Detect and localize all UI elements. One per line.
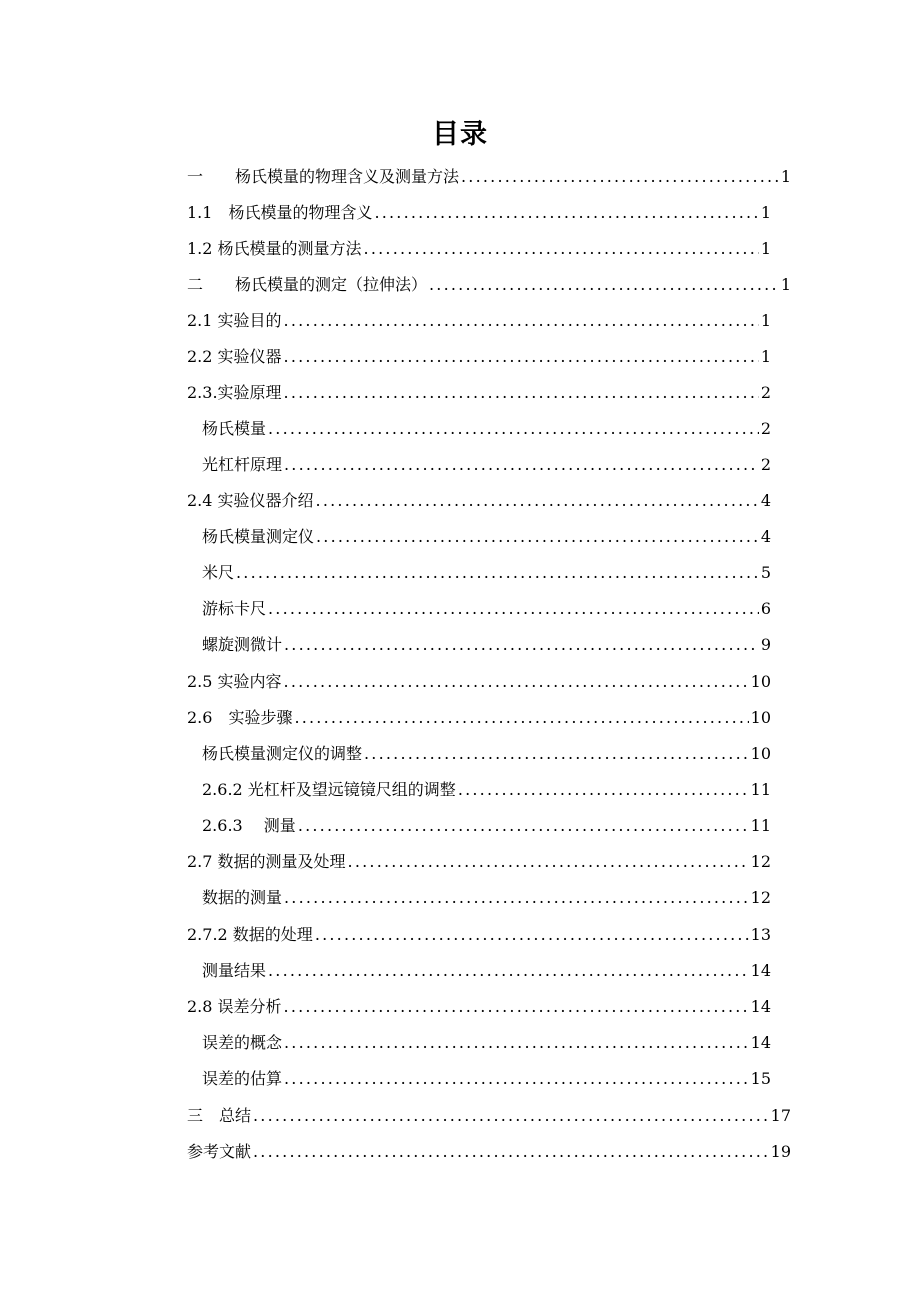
toc-entry[interactable] — [202, 1028, 771, 1058]
toc-entry-page-number: 1 — [760, 239, 771, 258]
dot-leader — [316, 522, 759, 552]
toc-title: 目录 — [432, 119, 488, 150]
dot-leader — [364, 739, 749, 769]
toc-entry[interactable] — [187, 306, 771, 336]
dot-leader — [236, 558, 759, 588]
dot-leader — [298, 811, 749, 841]
toc-entry[interactable] — [202, 811, 771, 841]
toc-entry-page-number: 14 — [750, 961, 771, 980]
toc-entry-label: 杨氏模量 — [202, 419, 267, 438]
dot-leader — [348, 847, 749, 877]
toc-entry-page-number: 10 — [750, 708, 771, 727]
dot-leader — [429, 270, 779, 300]
toc-entry[interactable] — [187, 703, 771, 733]
toc-entry-label: 2.2 实验仪器 — [187, 347, 282, 366]
toc-entry[interactable] — [202, 956, 771, 986]
toc-entry[interactable] — [202, 883, 771, 913]
dot-leader — [284, 667, 749, 697]
toc-entry-page-number: 9 — [760, 635, 771, 654]
toc-entry-page-number: 14 — [750, 997, 771, 1016]
toc-entry-label: 2.6 实验步骤 — [187, 708, 293, 727]
toc-entry-label: 二 杨氏模量的测定（拉伸法） — [187, 275, 428, 294]
dot-leader — [315, 920, 749, 950]
toc-entry-label: 2.5 实验内容 — [187, 672, 282, 691]
dot-leader — [268, 956, 749, 986]
dot-leader — [284, 992, 749, 1022]
toc-entry-page-number: 4 — [760, 491, 771, 510]
toc-entry[interactable] — [187, 342, 771, 372]
dot-leader — [253, 1137, 769, 1167]
dot-leader — [374, 198, 758, 228]
toc-entry[interactable] — [187, 992, 771, 1022]
toc-entry[interactable] — [202, 594, 771, 624]
toc-entry-page-number: 11 — [750, 780, 771, 799]
toc-entry-page-number: 19 — [770, 1142, 791, 1161]
toc-entry-label: 2.7.2 数据的处理 — [187, 925, 313, 944]
toc-entry-page-number: 1 — [780, 167, 791, 186]
dot-leader — [284, 378, 759, 408]
toc-entry[interactable] — [202, 522, 771, 552]
toc-entry[interactable] — [202, 630, 771, 660]
toc-entry-page-number: 13 — [750, 925, 771, 944]
toc-entry-page-number: 14 — [750, 1033, 771, 1052]
toc-entry-page-number: 4 — [760, 527, 771, 546]
toc-entry-page-number: 1 — [780, 275, 791, 294]
toc-entry[interactable] — [187, 234, 771, 264]
toc-entry[interactable] — [187, 920, 771, 950]
dot-leader — [284, 306, 759, 336]
toc-entry-page-number: 2 — [760, 419, 771, 438]
dot-leader — [364, 234, 759, 264]
toc-entry[interactable] — [202, 558, 771, 588]
toc-entry-label: 误差的概念 — [202, 1033, 283, 1052]
toc-entry[interactable] — [187, 162, 791, 192]
toc-entry[interactable] — [202, 775, 771, 805]
toc-entry-label: 数据的测量 — [202, 888, 283, 907]
toc-entry-label: 2.1 实验目的 — [187, 311, 282, 330]
toc-entry-page-number: 10 — [750, 744, 771, 763]
dot-leader — [461, 162, 779, 192]
toc-entry-label: 杨氏模量测定仪 — [202, 527, 315, 546]
toc-entry-page-number: 10 — [750, 672, 771, 691]
toc-entry-page-number: 1 — [760, 311, 771, 330]
toc-entry-label: 测量结果 — [202, 961, 267, 980]
toc-entry[interactable] — [187, 486, 771, 516]
toc-entry-label: 2.6.3 测量 — [202, 816, 296, 835]
dot-leader — [284, 450, 759, 480]
toc-entry-label: 光杠杆原理 — [202, 455, 283, 474]
toc-entry-page-number: 12 — [750, 888, 771, 907]
dot-leader — [316, 486, 759, 516]
toc-entry-page-number: 11 — [750, 816, 771, 835]
toc-entry-page-number: 2 — [760, 455, 771, 474]
toc-entry[interactable] — [187, 270, 791, 300]
toc-entry-label: 参考文献 — [187, 1142, 252, 1161]
toc-entry[interactable] — [187, 1101, 791, 1131]
toc-entry[interactable] — [202, 450, 771, 480]
toc-entry-label: 2.7 数据的测量及处理 — [187, 852, 346, 871]
dot-leader — [284, 1028, 749, 1058]
toc-entry[interactable] — [187, 198, 771, 228]
toc-entry-page-number: 6 — [760, 599, 771, 618]
dot-leader — [284, 342, 759, 372]
toc-entry-label: 误差的估算 — [202, 1069, 283, 1088]
toc-entry-label: 杨氏模量测定仪的调整 — [202, 744, 363, 763]
dot-leader — [284, 630, 759, 660]
toc-entry[interactable] — [202, 739, 771, 769]
toc-entry-page-number: 12 — [750, 852, 771, 871]
dot-leader — [268, 414, 759, 444]
dot-leader — [294, 703, 748, 733]
dot-leader — [458, 775, 749, 805]
toc-entry[interactable] — [202, 414, 771, 444]
toc-entry[interactable] — [187, 667, 771, 697]
toc-entry-label: 2.6.2 光杠杆及望远镜镜尺组的调整 — [202, 780, 456, 799]
toc-entry-page-number: 15 — [750, 1069, 771, 1088]
dot-leader — [268, 594, 759, 624]
toc-entry-label: 2.3.实验原理 — [187, 383, 282, 402]
dot-leader — [284, 1064, 749, 1094]
toc-entry-page-number: 17 — [770, 1106, 791, 1125]
toc-entry-label: 2.8 误差分析 — [187, 997, 282, 1016]
toc-entry-page-number: 2 — [760, 383, 771, 402]
toc-entry-label: 1.1 杨氏模量的物理含义 — [187, 203, 373, 222]
toc-entry-label: 游标卡尺 — [202, 599, 267, 618]
toc-entry[interactable] — [187, 1137, 791, 1167]
toc-entry[interactable] — [187, 378, 771, 408]
toc-entry-label: 米尺 — [202, 563, 235, 582]
toc-entry-label: 三 总结 — [187, 1106, 252, 1125]
toc-entry-page-number: 1 — [760, 347, 771, 366]
dot-leader — [284, 883, 749, 913]
toc-entry-page-number: 5 — [760, 563, 771, 582]
toc-entry-label: 2.4 实验仪器介绍 — [187, 491, 314, 510]
dot-leader — [253, 1101, 769, 1131]
toc-entry[interactable] — [187, 847, 771, 877]
toc-entry-label: 一 杨氏模量的物理含义及测量方法 — [187, 167, 460, 186]
toc-entry-label: 1.2 杨氏模量的测量方法 — [187, 239, 362, 258]
toc-entry-label: 螺旋测微计 — [202, 635, 283, 654]
toc-entry-page-number: 1 — [760, 203, 771, 222]
toc-entry[interactable] — [202, 1064, 771, 1094]
